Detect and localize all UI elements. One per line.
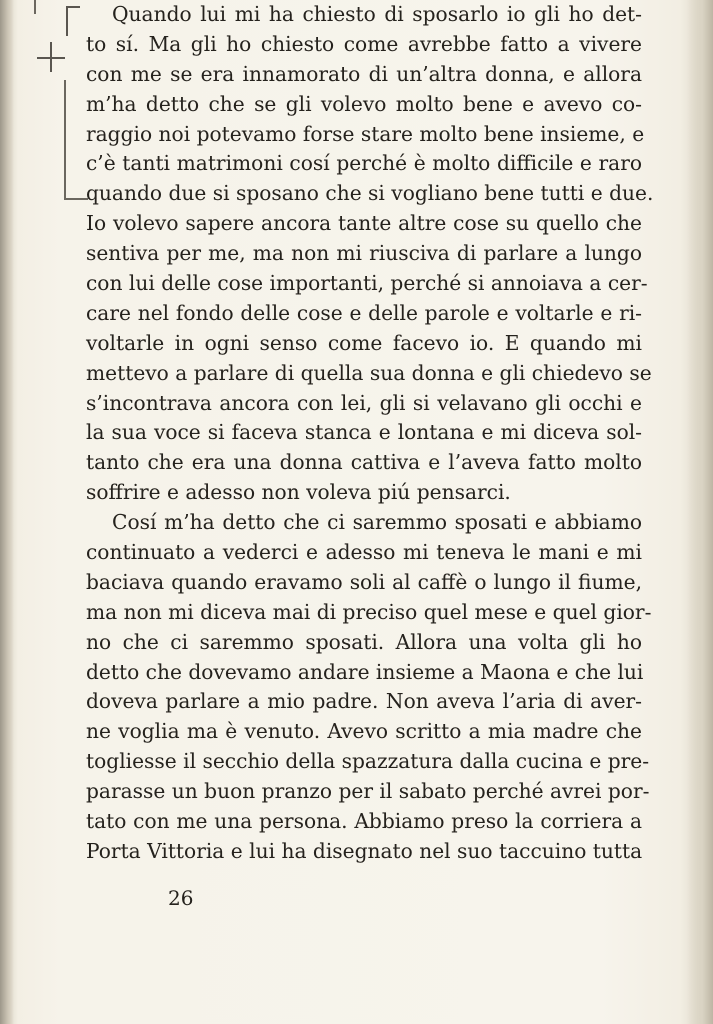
- text-line: no che ci saremmo sposati. Allora una volta gli ho: [86, 629, 642, 654]
- text-line: to sí. Ma gli ho chiesto come avrebbe fatto a vivere: [86, 31, 642, 56]
- text-line: togliesse il secchio della spazzatura dalla cucina e pre-: [86, 749, 650, 774]
- text-line: doveva parlare a mio padre. Non aveva l’aria di aver-: [86, 689, 642, 714]
- text-line: c’è tanti matrimoni cosí perché è molto difficile e raro: [86, 151, 642, 176]
- text-line: Porta Vittoria e lui ha disegnato nel suo taccuino tutta: [86, 838, 643, 863]
- text-line: s’incontrava ancora con lei, gli si velavano gli occhi e: [86, 390, 642, 415]
- pencil-bracket-top-vertical: [66, 6, 68, 36]
- text-line: m’ha detto che se gli volevo molto bene e avevo co-: [86, 91, 642, 116]
- text-line: soffrire e adesso non voleva piú pensarci.: [86, 480, 511, 505]
- text-line: raggio noi potevamo forse stare molto bene insieme, e: [86, 121, 645, 146]
- text-line: con me se era innamorato di un’altra donna, e allora: [86, 61, 642, 86]
- text-line: la sua voce si faceva stanca e lontana e mi diceva sol-: [86, 420, 642, 445]
- pencil-mark-tick: [34, 0, 36, 14]
- text-line: baciava quando eravamo soli al caffè o lungo il fiume,: [86, 569, 642, 594]
- text-line: voltarle in ogni senso come facevo io. E quando mi: [86, 330, 642, 355]
- text-line: ne voglia ma è venuto. Avevo scritto a mia madre che: [86, 719, 642, 744]
- text-line: Cosí m’ha detto che ci saremmo sposati e abbiamo: [112, 510, 642, 535]
- text-line: quando due si sposano che si vogliano bene tutti e due.: [86, 181, 654, 206]
- text-line: sentiva per me, ma non mi riusciva di parlare a lungo: [86, 241, 642, 266]
- pencil-bracket-top-horizontal: [66, 6, 80, 8]
- text-line: tanto che era una donna cattiva e l’aveva fatto molto: [86, 450, 642, 475]
- pencil-plus-mark-horizontal: [37, 57, 65, 59]
- page-edge-shadow: [687, 0, 713, 1024]
- text-line: ma non mi diceva mai di preciso quel mese e quel gior-: [86, 599, 652, 624]
- text-line: detto che dovevamo andare insieme a Maona e che lui: [86, 659, 644, 684]
- text-line: parasse un buon pranzo per il sabato perché avrei por-: [86, 779, 650, 804]
- pencil-bracket-left: [64, 80, 66, 198]
- text-line: care nel fondo delle cose e delle parole e voltarle e ri-: [86, 300, 642, 325]
- pencil-bracket-bottom: [64, 198, 88, 200]
- text-line: continuato a vederci e adesso mi teneva le mani e mi: [86, 540, 642, 565]
- text-line: mettevo a parlare di quella sua donna e gli chiedevo se: [86, 360, 652, 385]
- page-number: 26: [168, 886, 194, 910]
- text-line: Quando lui mi ha chiesto di sposarlo io gli ho det-: [112, 2, 642, 26]
- page-gutter-shadow: [0, 0, 14, 1024]
- text-line: tato con me una persona. Abbiamo preso la corriera a: [86, 809, 642, 834]
- text-line: con lui delle cose importanti, perché si annoiava a cer-: [86, 271, 648, 296]
- text-line: Io volevo sapere ancora tante altre cose su quello che: [86, 211, 642, 236]
- body-text: [86, 0, 654, 867]
